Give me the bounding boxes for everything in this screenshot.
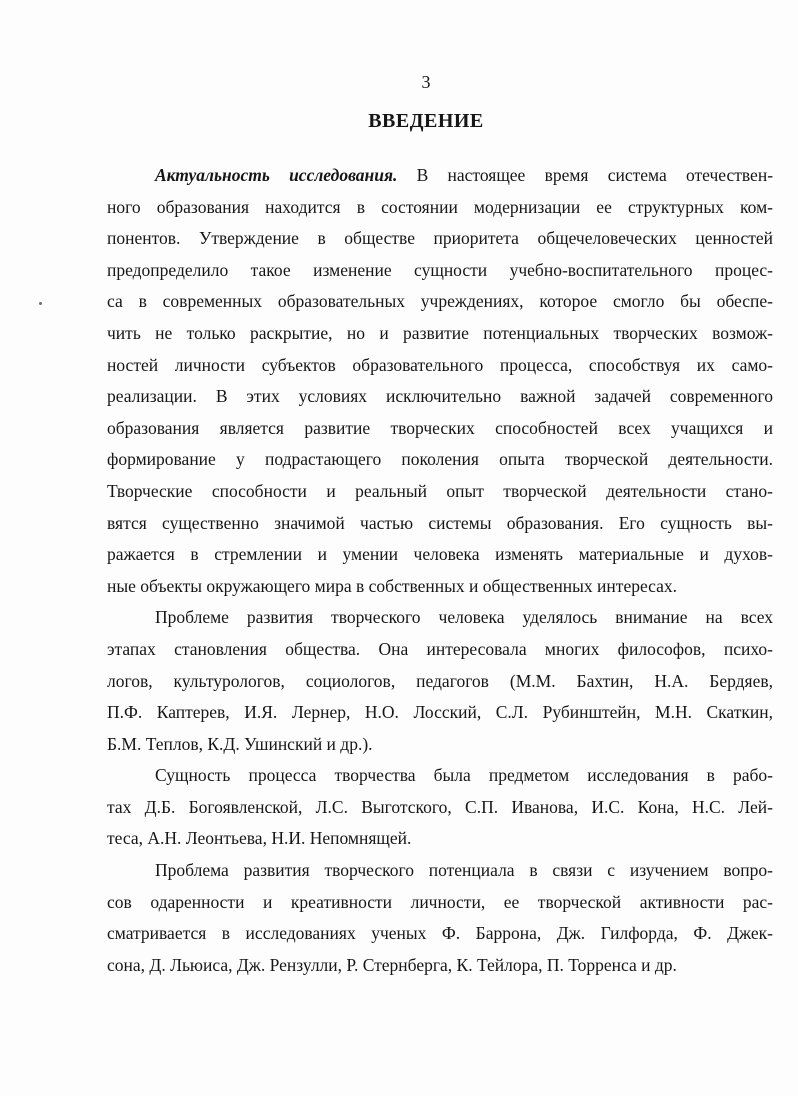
text-line: формирование у подрастающего поколения опыта творческой деятельности. — [107, 449, 773, 470]
paragraph — [107, 602, 773, 760]
text-line: образования является развитие творческих способностей всех учащихся и — [107, 417, 773, 438]
text-line: Проблеме развития творческого человека уделялось внимание на всех — [155, 607, 773, 628]
paragraph-lead-emphasis: Актуальность исследования. — [155, 165, 398, 185]
text-run: В настоящее время система отечествен- — [416, 165, 774, 185]
document-body — [107, 160, 773, 981]
text-line — [107, 160, 773, 192]
text-line: Проблема развития творческого потенциала в связи с изучением вопро- — [155, 860, 773, 881]
text-line: логов, культурологов, социологов, педагогов (М.М. Бахтин, Н.А. Бердяев, — [107, 670, 773, 691]
text-line: чить не только раскрытие, но и развитие потенциальных творческих возмож- — [107, 322, 773, 343]
text-line: теса, А.Н. Леонтьева, Н.И. Непомнящей. — [107, 828, 412, 849]
page-number: 3 — [421, 72, 431, 92]
text-line: вятся существенно значимой частью системы образования. Его сущность вы- — [107, 512, 773, 533]
text-line: П.Ф. Каптерев, И.Я. Лернер, Н.О. Лосский, С.Л. Рубинштейн, М.Н. Скаткин, — [107, 702, 773, 723]
text-line: сматривается в исследованиях ученых Ф. Баррона, Дж. Гилфорда, Ф. Джек- — [107, 923, 773, 944]
text-line: этапах становления общества. Она интересовала многих философов, психо- — [107, 638, 773, 659]
text-line: сов одаренности и креативности личности, ее творческой активности рас- — [107, 891, 773, 912]
paragraph — [107, 760, 773, 855]
text-line: ностей личности субъектов образовательного процесса, способствуя их само- — [107, 354, 773, 375]
text-line: Б.М. Теплов, К.Д. Ушинский и др.). — [107, 733, 373, 754]
text-line: са в современных образовательных учреждениях, которое смогло бы обеспе- — [107, 291, 773, 312]
page-head — [0, 0, 798, 133]
text-line: ражается в стремлении и умении человека изменять материальные и духов- — [107, 544, 773, 565]
paragraph — [107, 855, 773, 981]
text-line: Творческие способности и реальный опыт творческой деятельности стано- — [107, 480, 773, 501]
text-line: понентов. Утверждение в обществе приоритета общечеловеческих ценностей — [107, 228, 773, 249]
text-line: реализации. В этих условиях исключительно важной задачей современного — [107, 386, 773, 407]
text-line: Сущность процесса творчества была предметом исследования в рабо- — [155, 765, 773, 786]
paragraph — [107, 160, 773, 602]
text-line: предопределило такое изменение сущности учебно-воспитательного процес- — [107, 259, 773, 280]
text-line: ные объекты окружающего мира в собственных и общественных интересах. — [107, 575, 678, 596]
text-line: ного образования находится в состоянии модернизации ее структурных ком- — [107, 196, 773, 217]
text-line: тах Д.Б. Богоявленской, Л.С. Выготского, С.П. Иванова, И.С. Кона, Н.С. Лей- — [107, 796, 773, 817]
text-line: сона, Д. Льюиса, Дж. Рензулли, Р. Стернберга, К. Тейлора, П. Торренса и др. — [107, 954, 677, 975]
scan-artifact-dot — [39, 302, 42, 305]
page-title: ВВЕДЕНИЕ — [368, 110, 484, 132]
